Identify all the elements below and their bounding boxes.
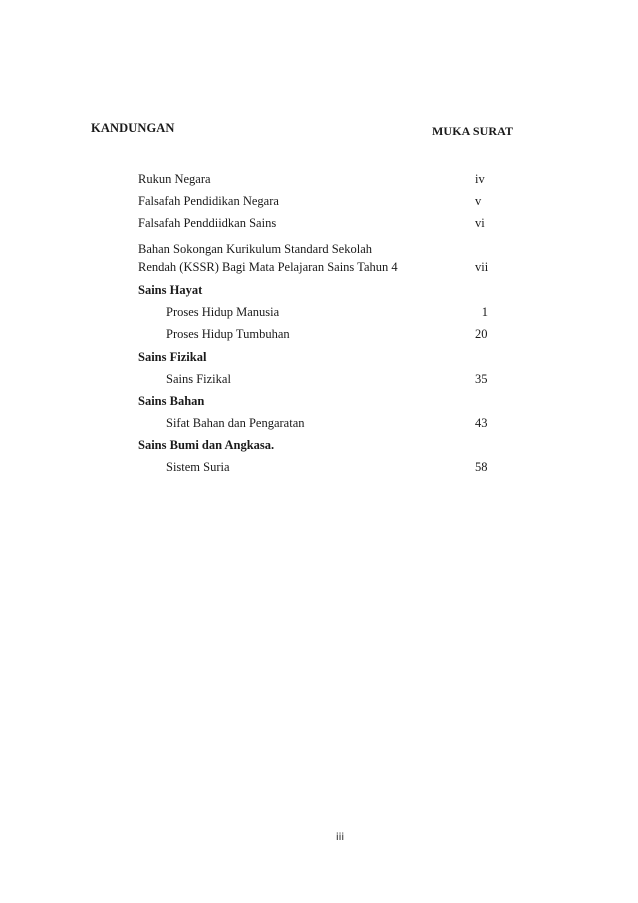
toc-entry-page: 35	[475, 372, 488, 386]
toc-entry-label: Sifat Bahan dan Pengaratan	[166, 416, 305, 430]
section-heading-sains-bahan	[138, 393, 498, 410]
toc-entry-page: 58	[475, 460, 488, 474]
toc-entry-page: vi	[475, 216, 485, 230]
section-title: Sains Bahan	[138, 394, 205, 408]
toc-entry-label: Rendah (KSSR) Bagi Mata Pelajaran Sains Tahun 4	[138, 260, 398, 274]
toc-entry-sifat-bahan	[138, 415, 498, 432]
toc-entry-page: iv	[475, 172, 485, 186]
toc-entry-bahan-sokongan-line2	[138, 259, 498, 276]
toc-entry-falsafah-pendidikan	[138, 193, 498, 210]
toc-entry-rukun-negara	[138, 171, 498, 188]
toc-entry-label: Sistem Suria	[166, 460, 230, 474]
contents-heading: KANDUNGAN	[91, 121, 175, 135]
toc-entry-label: Proses Hidup Manusia	[166, 305, 280, 319]
toc-entry-proses-hidup-tumbuhan	[138, 326, 498, 343]
toc-entry-proses-hidup-manusia	[138, 304, 498, 321]
section-title: Sains Hayat	[138, 283, 203, 297]
page-number: iii	[335, 832, 345, 843]
section-heading-sains-bumi	[138, 437, 498, 454]
toc-entry-bahan-sokongan-line1	[138, 241, 498, 258]
toc-entry-sistem-suria	[138, 459, 498, 476]
toc-entry-page: 43	[475, 416, 488, 430]
section-title: Sains Bumi dan Angkasa.	[138, 438, 275, 452]
toc-entry-sains-fizikal	[138, 371, 498, 388]
toc-entry-page: vii	[475, 260, 489, 274]
toc-entry-page: 20	[475, 327, 488, 341]
table-of-contents	[138, 171, 498, 476]
toc-entry-label: Falsafah Pendidikan Negara	[138, 194, 279, 208]
toc-entry-label: Bahan Sokongan Kurikulum Standard Sekolah	[138, 242, 372, 256]
section-title: Sains Fizikal	[138, 350, 207, 364]
toc-entry-label: Proses Hidup Tumbuhan	[166, 327, 290, 341]
toc-entry-falsafah-sains	[138, 215, 498, 232]
section-heading-sains-hayat	[138, 282, 498, 299]
toc-entry-label: Rukun Negara	[138, 172, 211, 186]
toc-entry-label: Sains Fizikal	[166, 372, 231, 386]
section-heading-sains-fizikal	[138, 349, 498, 366]
toc-entry-label: Falsafah Penddiidkan Sains	[138, 216, 277, 230]
page-column-heading: MUKA SURAT	[432, 124, 514, 138]
toc-entry-page: v	[475, 194, 482, 208]
toc-entry-page: 1	[481, 305, 488, 319]
